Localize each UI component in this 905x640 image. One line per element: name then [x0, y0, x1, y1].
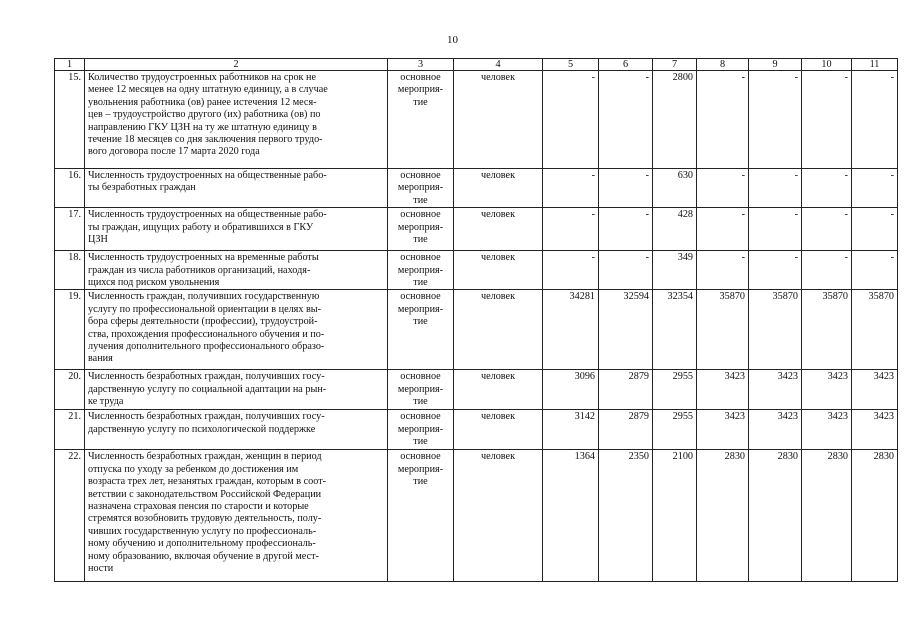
- value-cell: 2350: [599, 450, 653, 582]
- value-cell: 32354: [653, 290, 697, 370]
- header-cell: 5: [543, 59, 599, 71]
- indicator-name-cell: Численность трудоустроенных на общественные рабо- ты граждан, ищущих работу и обратившихся в ГКУ ЦЗН: [85, 208, 388, 251]
- value-cell: -: [599, 71, 653, 169]
- value-cell: 3423: [697, 370, 749, 410]
- value-cell: -: [599, 169, 653, 208]
- table-row: [55, 251, 898, 290]
- value-cell: -: [697, 71, 749, 169]
- row-number-cell: 19.: [55, 290, 85, 370]
- table-row: [55, 169, 898, 208]
- header-cell: 10: [802, 59, 852, 71]
- value-cell: -: [697, 251, 749, 290]
- value-cell: -: [543, 169, 599, 208]
- table-row: [55, 370, 898, 410]
- row-number-cell: 22.: [55, 450, 85, 582]
- unit-cell: человек: [454, 251, 543, 290]
- value-cell: -: [802, 169, 852, 208]
- indicator-type-cell: основное мероприя- тие: [388, 71, 454, 169]
- unit-cell: человек: [454, 169, 543, 208]
- value-cell: -: [749, 71, 802, 169]
- indicator-type-cell: основное мероприя- тие: [388, 370, 454, 410]
- unit-cell: человек: [454, 410, 543, 450]
- header-cell: 11: [852, 59, 898, 71]
- value-cell: 34281: [543, 290, 599, 370]
- value-cell: -: [749, 208, 802, 251]
- indicator-type-cell: основное мероприя- тие: [388, 169, 454, 208]
- value-cell: 35870: [802, 290, 852, 370]
- value-cell: 1364: [543, 450, 599, 582]
- header-cell: 9: [749, 59, 802, 71]
- header-cell: 4: [454, 59, 543, 71]
- value-cell: 428: [653, 208, 697, 251]
- indicator-name-cell: Количество трудоустроенных работников на срок не менее 12 месяцев на одну штатную единицу, а в случае увольнения работника (ов) ранее истечения 12 меся- цев – трудоустройство другого (их) работника (ов) по направлению ГКУ ЦЗН на ту же штатную единицу в течение 18 месяцев со дня заключения первого трудо- вого договора после 17 марта 2020 года: [85, 71, 388, 169]
- value-cell: 35870: [852, 290, 898, 370]
- indicator-type-cell: основное мероприя- тие: [388, 290, 454, 370]
- value-cell: -: [749, 169, 802, 208]
- unit-cell: человек: [454, 450, 543, 582]
- indicator-name-cell: Численность безработных граждан, получивших госу- дарственную услугу по психологической поддержке: [85, 410, 388, 450]
- header-cell: 2: [85, 59, 388, 71]
- value-cell: -: [802, 71, 852, 169]
- value-cell: 2830: [749, 450, 802, 582]
- indicator-name-cell: Численность трудоустроенных на общественные рабо- ты безработных граждан: [85, 169, 388, 208]
- value-cell: 2800: [653, 71, 697, 169]
- row-number-cell: 21.: [55, 410, 85, 450]
- row-number-cell: 18.: [55, 251, 85, 290]
- indicator-type-cell: основное мероприя- тие: [388, 251, 454, 290]
- value-cell: -: [852, 208, 898, 251]
- value-cell: 3096: [543, 370, 599, 410]
- header-cell: 1: [55, 59, 85, 71]
- value-cell: 3423: [852, 370, 898, 410]
- header-cell: 6: [599, 59, 653, 71]
- value-cell: -: [749, 251, 802, 290]
- value-cell: -: [852, 71, 898, 169]
- value-cell: 3423: [749, 370, 802, 410]
- value-cell: 349: [653, 251, 697, 290]
- value-cell: 2879: [599, 410, 653, 450]
- value-cell: -: [852, 169, 898, 208]
- value-cell: -: [697, 208, 749, 251]
- value-cell: -: [543, 71, 599, 169]
- value-cell: 630: [653, 169, 697, 208]
- value-cell: 2879: [599, 370, 653, 410]
- table-row: [55, 450, 898, 582]
- value-cell: 3423: [749, 410, 802, 450]
- value-cell: 2100: [653, 450, 697, 582]
- page-number: 10: [447, 34, 458, 46]
- row-number-cell: 15.: [55, 71, 85, 169]
- value-cell: -: [599, 251, 653, 290]
- header-cell: 3: [388, 59, 454, 71]
- indicator-type-cell: основное мероприя- тие: [388, 208, 454, 251]
- value-cell: -: [802, 208, 852, 251]
- row-number-cell: 16.: [55, 169, 85, 208]
- value-cell: 35870: [697, 290, 749, 370]
- table-row: [55, 71, 898, 169]
- unit-cell: человек: [454, 71, 543, 169]
- indicator-type-cell: основное мероприя- тие: [388, 410, 454, 450]
- header-cell: 7: [653, 59, 697, 71]
- unit-cell: человек: [454, 208, 543, 251]
- row-number-cell: 17.: [55, 208, 85, 251]
- value-cell: 35870: [749, 290, 802, 370]
- value-cell: -: [599, 208, 653, 251]
- table-row: [55, 410, 898, 450]
- value-cell: 3423: [852, 410, 898, 450]
- value-cell: 2955: [653, 370, 697, 410]
- indicators-table: [54, 58, 898, 582]
- value-cell: 3423: [802, 370, 852, 410]
- value-cell: 2830: [697, 450, 749, 582]
- value-cell: 2830: [852, 450, 898, 582]
- value-cell: -: [697, 169, 749, 208]
- value-cell: 2955: [653, 410, 697, 450]
- table-header-row: [55, 59, 898, 71]
- unit-cell: человек: [454, 370, 543, 410]
- indicator-name-cell: Численность трудоустроенных на временные работы граждан из числа работников организаций, находя- щихся под риском увольнения: [85, 251, 388, 290]
- value-cell: 3142: [543, 410, 599, 450]
- value-cell: 3423: [697, 410, 749, 450]
- value-cell: 3423: [802, 410, 852, 450]
- value-cell: 32594: [599, 290, 653, 370]
- indicator-name-cell: Численность безработных граждан, получивших госу- дарственную услугу по социальной адаптации на рын- ке труда: [85, 370, 388, 410]
- header-cell: 8: [697, 59, 749, 71]
- indicator-name-cell: Численность безработных граждан, женщин в период отпуска по уходу за ребенком до достижения им возраста трех лет, незанятых граждан, которым в соот- ветствии с законодательством Российской Федерации назначена страховая пенсия по старости и которые стремятся возобновить трудовую деятельность, полу- чивших государственную услугу по профессиональ- ному обучению и дополнительному профессиональ- ному образованию, включая обучение в другой мест- ности: [85, 450, 388, 582]
- value-cell: -: [543, 208, 599, 251]
- value-cell: 2830: [802, 450, 852, 582]
- value-cell: -: [543, 251, 599, 290]
- row-number-cell: 20.: [55, 370, 85, 410]
- value-cell: -: [802, 251, 852, 290]
- table-row: [55, 208, 898, 251]
- table-row: [55, 290, 898, 370]
- indicator-type-cell: основное мероприя- тие: [388, 450, 454, 582]
- unit-cell: человек: [454, 290, 543, 370]
- value-cell: -: [852, 251, 898, 290]
- indicator-name-cell: Численность граждан, получивших государственную услугу по профессиональной ориентации в целях вы- бора сферы деятельности (профессии), трудоустрой- ства, прохождения профессионального обучения и по- лучения дополнительного профессионального образо- вания: [85, 290, 388, 370]
